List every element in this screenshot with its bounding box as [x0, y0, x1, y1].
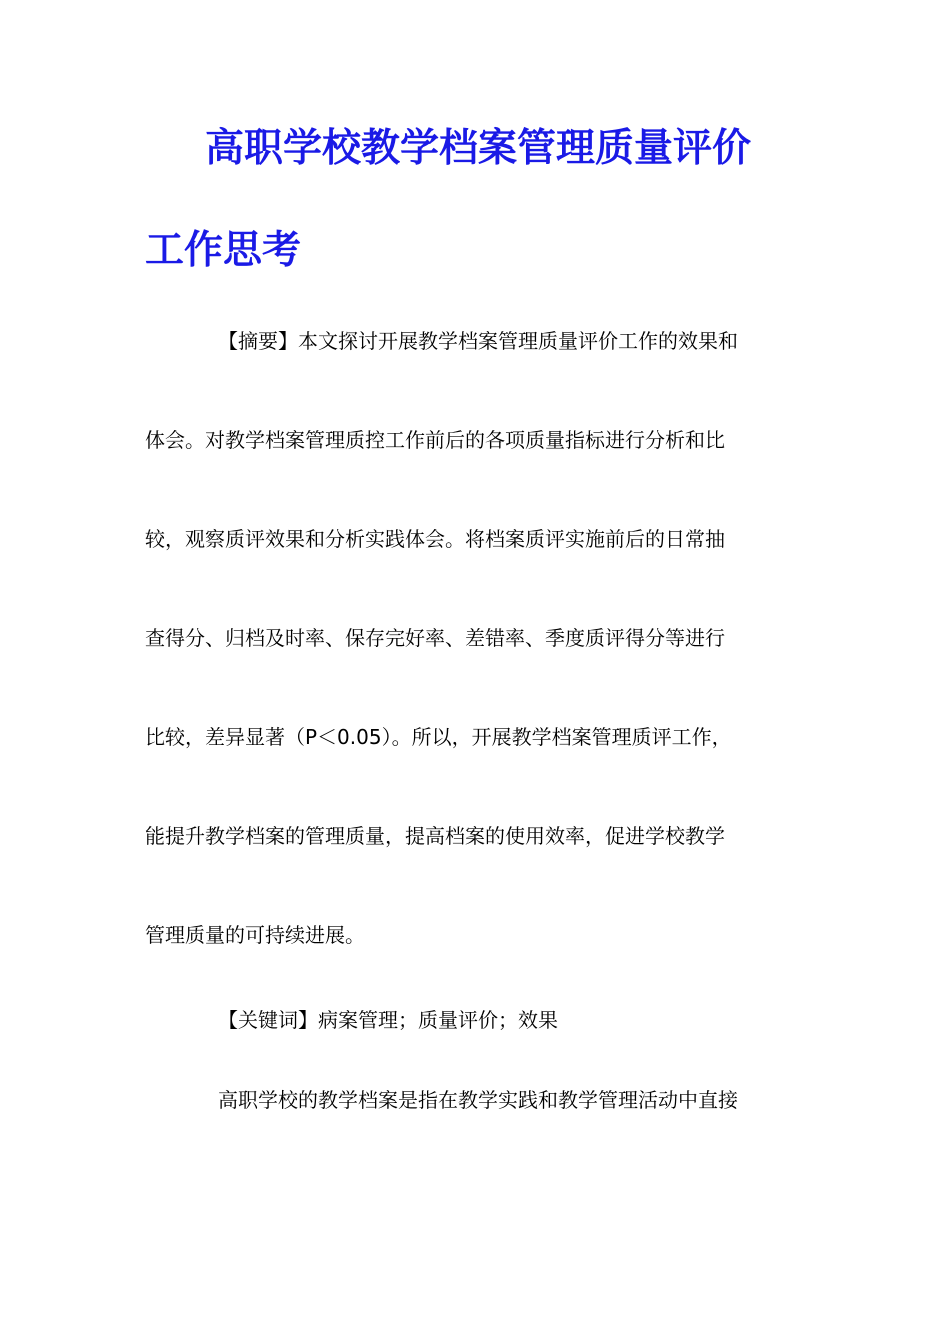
- abstract-line: 比较，差异显著（P＜0.05）。所以，开展教学档案管理质评工作，: [145, 725, 732, 749]
- document-title-line-2: 工作思考: [145, 227, 302, 273]
- abstract-paragraph: [145, 292, 805, 985]
- document-title-line-1: 高职学校教学档案管理质量评价: [205, 125, 752, 171]
- abstract-line: 能提升教学档案的管理质量，提高档案的使用效率，促进学校教学: [145, 824, 725, 848]
- keywords-line: 【关键词】病案管理；质量评价；效果: [218, 1008, 558, 1032]
- body-paragraph-first-line: 高职学校的教学档案是指在教学实践和教学管理活动中直接: [218, 1088, 738, 1112]
- abstract-line: 【摘要】本文探讨开展教学档案管理质量评价工作的效果和: [218, 329, 738, 353]
- abstract-line: 较，观察质评效果和分析实践体会。将档案质评实施前后的日常抽: [145, 527, 725, 551]
- abstract-line: 体会。对教学档案管理质控工作前后的各项质量指标进行分析和比: [145, 428, 725, 452]
- abstract-line: 查得分、归档及时率、保存完好率、差错率、季度质评得分等进行: [145, 626, 725, 650]
- abstract-line: 管理质量的可持续进展。: [145, 923, 365, 947]
